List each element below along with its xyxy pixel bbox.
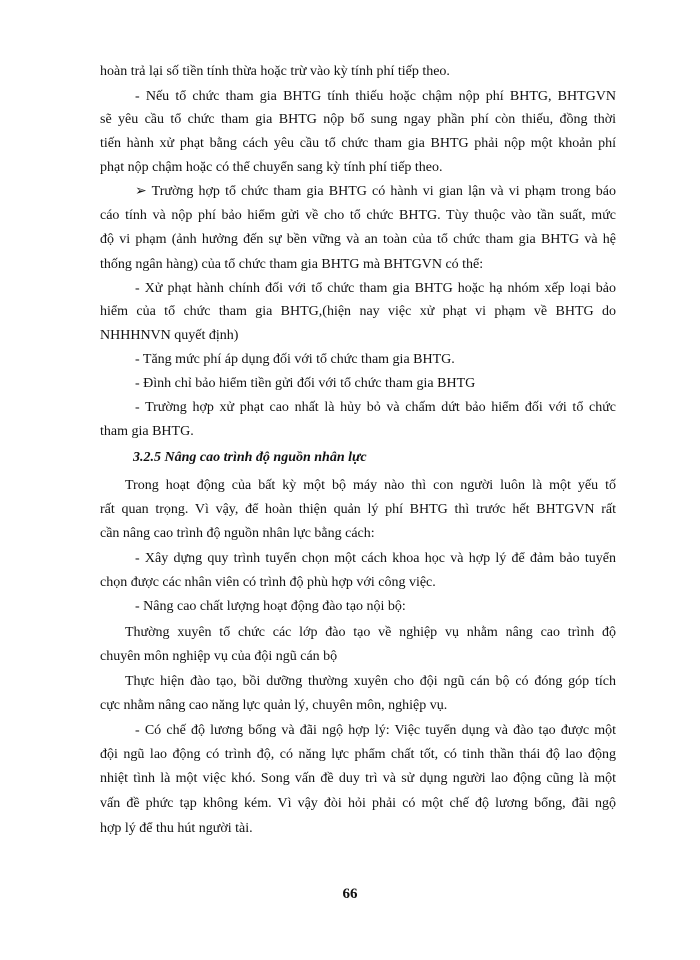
text-line: cực nhằm nâng cao năng lực quản lý, chuyên môn, nghiệp vụ. — [100, 698, 448, 713]
text-line: đội ngũ lao động có trình độ, có năng lực phẩm chất tốt, có tinh thần thái độ lao động — [100, 747, 616, 762]
text-line: - Xây dựng quy trình tuyển chọn một cách khoa học và hợp lý để đảm bảo tuyển — [135, 551, 616, 566]
text-line: chuyên môn nghiệp vụ của đội ngũ cán bộ — [100, 649, 338, 664]
text-line: - Nâng cao chất lượng hoạt động đào tạo nội bộ: — [135, 599, 406, 614]
text-line: tiến hành xử phạt bằng cách yêu cầu tổ chức tham gia BHTG phải nộp một khoản phí — [100, 136, 616, 151]
text-line: hoàn trả lại số tiền tính thừa hoặc trừ vào kỳ tính phí tiếp theo. — [100, 64, 450, 79]
text-line: nhiệt tình là một việc khó. Song vấn đề duy trì và sử dụng người lao động cũng là một — [100, 771, 616, 786]
text-line: rất quan trọng. Vì vậy, để hoàn thiện quản lý phí BHTG thì trước hết BHTGVN rất — [100, 502, 616, 517]
page-number: 66 — [342, 886, 358, 902]
text-line: cần nâng cao trình độ nguồn nhân lực bằng cách: — [100, 526, 375, 541]
text-line: Trong hoạt động của bất kỳ một bộ máy nào thì con người luôn là một yếu tố — [125, 478, 616, 493]
text-line: chọn được các nhân viên có trình độ phù hợp với công việc. — [100, 575, 436, 590]
text-line: - Nếu tổ chức tham gia BHTG tính thiếu hoặc chậm nộp phí BHTG, BHTGVN — [135, 89, 616, 104]
text-line: - Có chế độ lương bổng và đãi ngộ hợp lý: Việc tuyển dụng và đào tạo được một — [135, 723, 616, 738]
text-line: vấn đề phức tạp không kém. Vì vậy đòi hỏi phải có một chế độ lương bổng, đãi ngộ — [100, 796, 616, 811]
text-line: thống ngân hàng) của tổ chức tham gia BHTG mà BHTGVN có thể: — [100, 257, 484, 272]
text-line: độ vi phạm (ảnh hưởng đến sự bền vững và an toàn của tổ chức tham gia BHTG và hệ — [100, 232, 616, 247]
text-line: - Tăng mức phí áp dụng đối với tổ chức tham gia BHTG. — [135, 352, 455, 367]
text-line: cáo tính và nộp phí bảo hiểm gửi về cho tổ chức BHTG. Tùy thuộc vào tần suất, mức — [100, 208, 616, 223]
text-line: - Xử phạt hành chính đối với tổ chức tham gia BHTG hoặc hạ nhóm xếp loại bảo — [135, 281, 616, 296]
text-line: tham gia BHTG. — [100, 424, 194, 439]
text-line: NHHHNVN quyết định) — [100, 328, 239, 343]
bullet-line: ➢ Trường hợp tổ chức tham gia BHTG có hành vi gian lận và vi phạm trong báo — [135, 184, 616, 199]
text-line: Thực hiện đào tạo, bồi dưỡng thường xuyên cho đội ngũ cán bộ có đóng góp tích — [125, 674, 616, 689]
text-line: - Đình chỉ bảo hiểm tiền gửi đối với tổ chức tham gia BHTG — [135, 376, 476, 391]
section-heading: 3.2.5 Nâng cao trình độ nguồn nhân lực — [133, 450, 367, 465]
text-line: hiểm của tổ chức tham gia BHTG,(hiện nay việc xử phạt vi phạm về BHTG do — [100, 304, 616, 319]
text-line: Thường xuyên tổ chức các lớp đào tạo về nghiệp vụ nhằm nâng cao trình độ — [125, 625, 616, 640]
text-line: sẽ yêu cầu tổ chức tham gia BHTG nộp bổ sung ngay phần phí còn thiếu, đồng thời — [100, 112, 616, 127]
text-line: - Trường hợp xử phạt cao nhất là hủy bỏ và chấm dứt bảo hiểm đối với tổ chức — [135, 400, 616, 415]
text-line: hợp lý để thu hút người tài. — [100, 821, 253, 836]
text-line: phạt nộp chậm hoặc có thể chuyển sang kỳ tính phí tiếp theo. — [100, 160, 443, 175]
